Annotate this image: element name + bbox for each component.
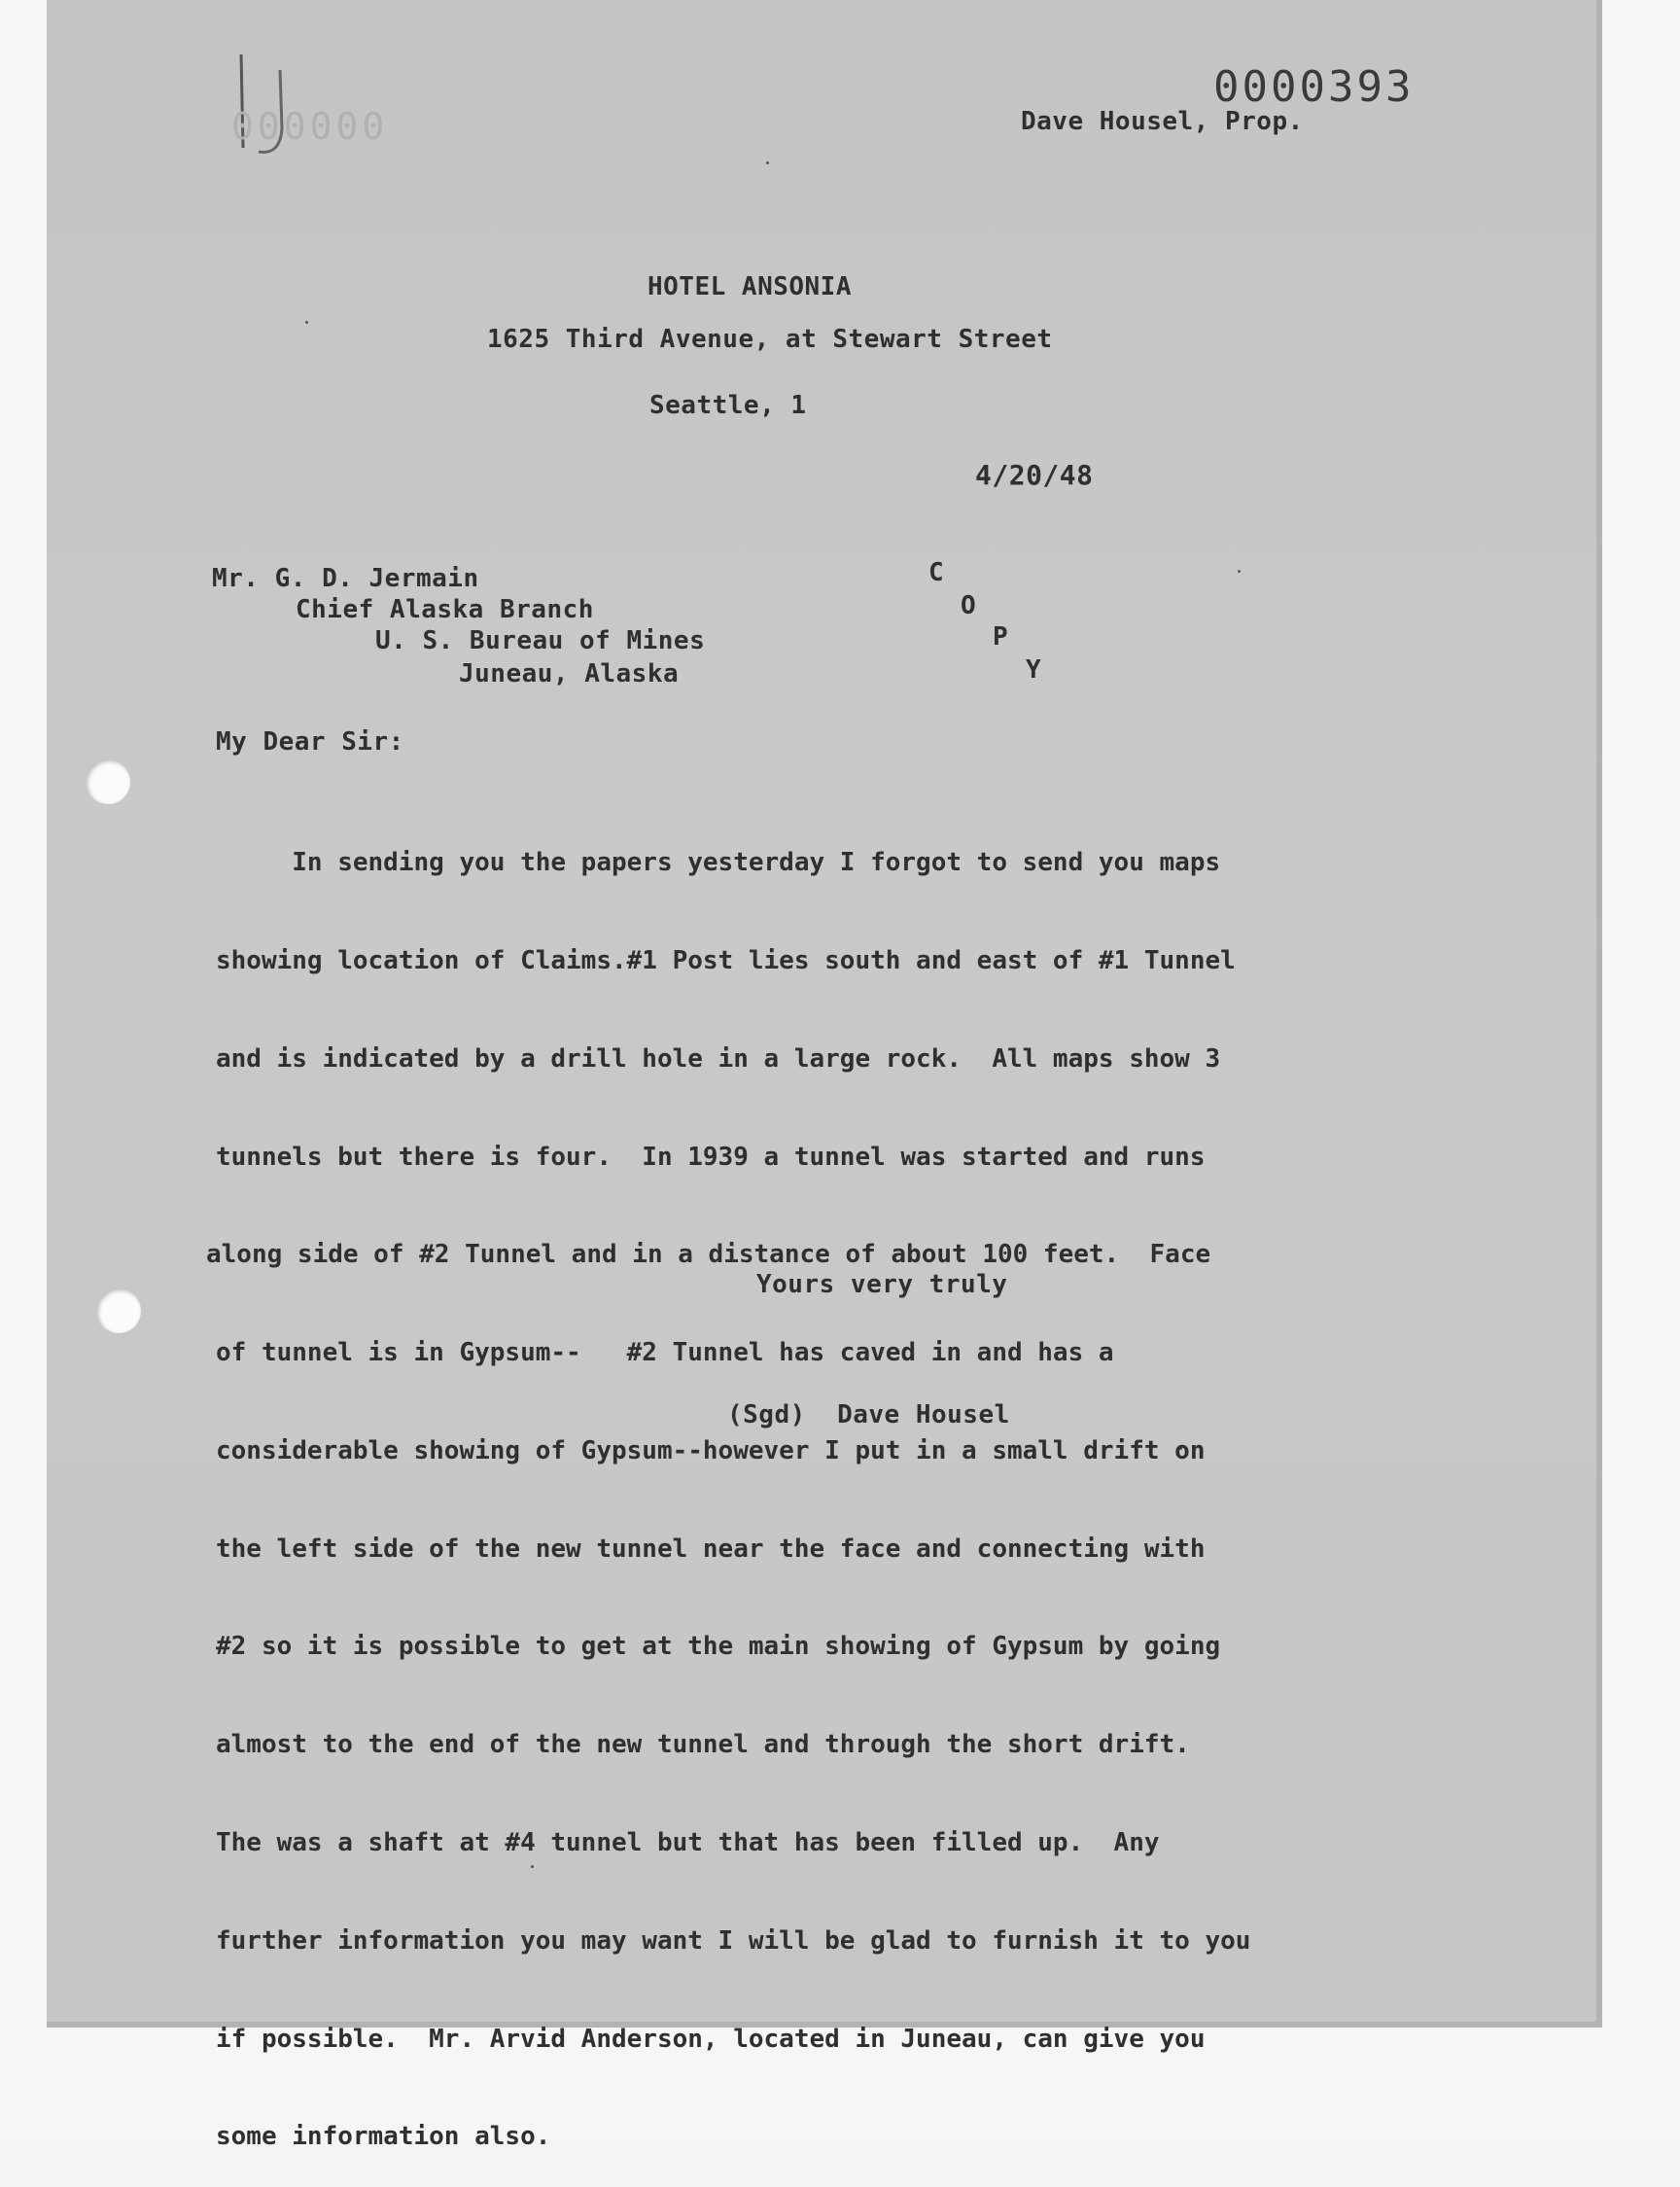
recipient-agency: U. S. Bureau of Mines [375,626,706,655]
body-line: the left side of the new tunnel near the face and connecting with [216,1534,1206,1564]
letterhead-address: 1625 Third Avenue, at Stewart Street [487,325,1053,354]
body-line: considerable showing of Gypsum--however I put in a small drift on [216,1435,1206,1465]
letter-body [206,782,1251,2187]
body-line: further information you may want I will be glad to furnish it to you [216,1925,1251,1956]
copy-letter-o: O [961,591,977,620]
speck [305,321,308,324]
body-line: showing location of Claims.#1 Post lies south and east of #1 Tunnel [216,945,1236,975]
faint-stamp: 000000 [231,105,389,148]
copy-letter-y: Y [1026,655,1042,685]
body-line: In sending you the papers yesterday I forgot to send you maps [216,848,1221,878]
signature: (Sgd) Dave Housel [727,1400,1010,1429]
body-line: and is indicated by a drill hole in a large rock. All maps show 3 [216,1043,1221,1074]
document-number: 0000393 [1213,62,1415,112]
letterhead-name: HOTEL ANSONIA [648,272,852,301]
letterhead-city: Seattle, 1 [649,391,807,420]
punch-hole-top [86,759,130,804]
body-line: some information also. [216,2122,551,2152]
body-line: The was a shaft at #4 tunnel but that has been filled up. Any [216,1828,1160,1857]
speck [766,161,769,164]
salutation: My Dear Sir: [216,727,404,757]
body-line: almost to the end of the new tunnel and through the short drift. [216,1730,1190,1760]
speck [1238,570,1241,573]
body-line: of tunnel is in Gypsum-- #2 Tunnel has caved in and has a [216,1338,1114,1368]
proprietor-line: Dave Housel, Prop. [1021,107,1304,136]
recipient-name: Mr. G. D. Jermain [212,564,479,593]
copy-letter-p: P [993,622,1009,652]
punch-hole-bottom [96,1288,141,1333]
body-line: if possible. Mr. Arvid Anderson, located in Juneau, can give you [216,2024,1206,2054]
body-line: along side of #2 Tunnel and in a distance of about 100 feet. Face [206,1240,1211,1270]
letter-date: 4/20/48 [975,459,1094,491]
body-line: #2 so it is possible to get at the main showing of Gypsum by going [216,1632,1221,1662]
recipient-location: Juneau, Alaska [459,659,680,688]
closing: Yours very truly [756,1270,1008,1299]
recipient-title: Chief Alaska Branch [296,595,594,624]
body-line: tunnels but there is four. In 1939 a tunnel was started and runs [216,1142,1206,1172]
copy-letter-c: C [928,558,945,587]
